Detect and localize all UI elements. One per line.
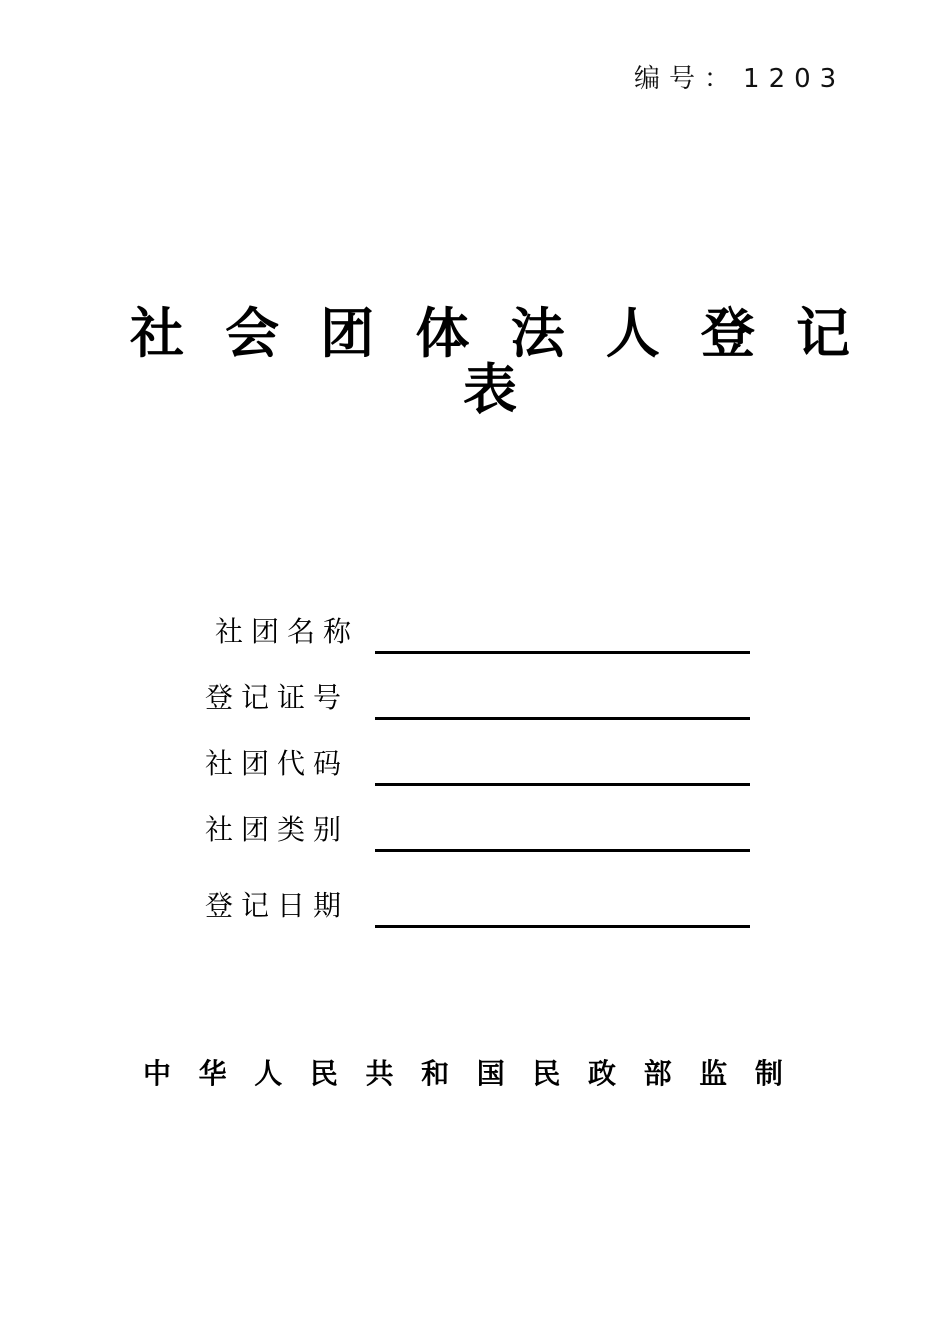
field-society-code [205,736,750,786]
issuer-char: 制 [754,1057,783,1090]
issuer-char: 和 [421,1057,450,1090]
issuer-char: 民 [532,1057,561,1090]
field-society-name [205,604,750,654]
document-title-continued: 表 [463,357,517,421]
issuer-char: 共 [365,1057,394,1090]
title-char: 登 [700,301,755,365]
issuer-char: 部 [643,1057,672,1090]
issuer-char: 中 [143,1057,172,1090]
field-label: 社团代码 [205,747,350,780]
field-registration-date [205,878,750,928]
issuer-char: 华 [198,1057,227,1090]
field-blank-line[interactable] [375,717,750,720]
field-blank-line[interactable] [375,783,750,786]
issuer-char: 政 [588,1057,617,1090]
field-blank-line[interactable] [375,651,750,654]
issuer-line [143,1054,783,1094]
serial-separator: ： [704,64,740,94]
title-char: 团 [320,301,375,365]
serial-number [634,58,845,95]
field-label: 登记日期 [205,889,350,922]
title-char: 社 [130,301,184,365]
serial-value: 1203 [743,64,846,94]
serial-label: 编号 [634,64,705,94]
field-blank-line[interactable] [375,849,750,852]
issuer-char: 人 [254,1057,283,1090]
title-char: 会 [225,301,280,365]
title-char: 记 [795,301,850,365]
issuer-char: 国 [476,1057,505,1090]
title-char: 体 [415,301,470,365]
issuer-char: 监 [699,1057,728,1090]
field-label: 登记证号 [205,681,350,714]
field-registration-number [205,670,750,720]
field-blank-line[interactable] [375,925,750,928]
title-char: 人 [605,301,660,365]
field-label: 社团名称 [215,615,360,648]
title-char: 法 [510,301,565,365]
issuer-char: 民 [309,1057,338,1090]
field-society-category [205,802,750,852]
field-label: 社团类别 [205,813,350,846]
